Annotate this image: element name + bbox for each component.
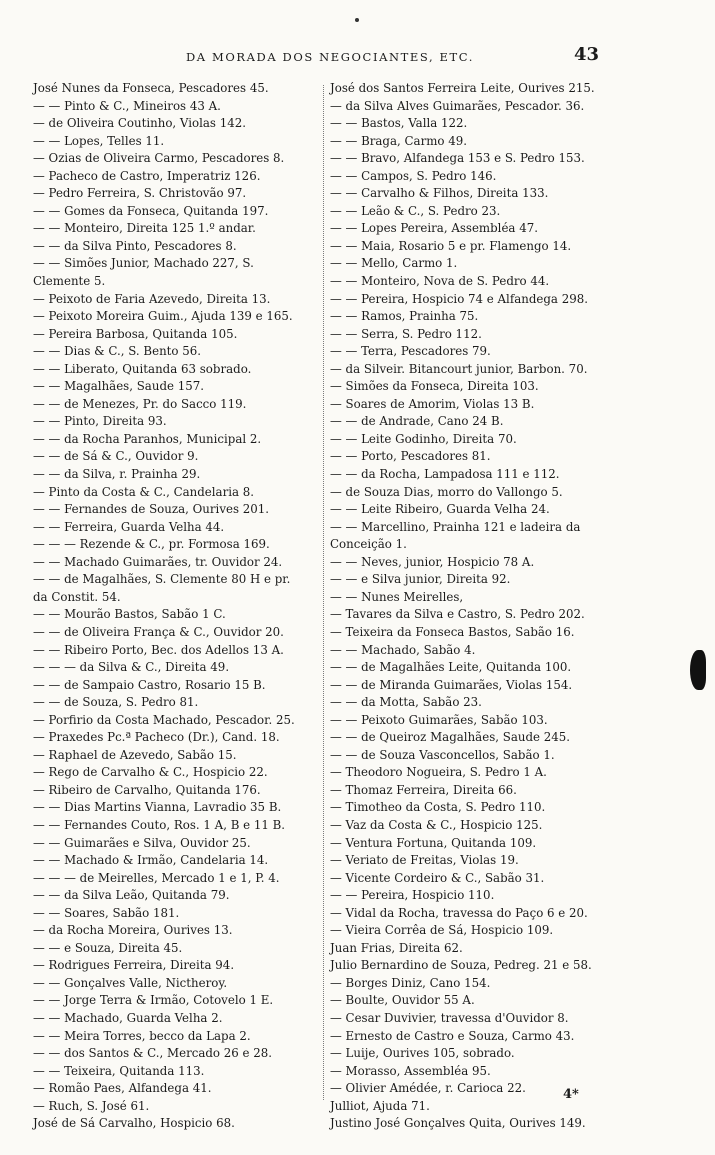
directory-entry: — Vidal da Rocha, travessa do Paço 6 e 20. xyxy=(330,905,588,920)
directory-entry: — — Fernandes Couto, Ros. 1 A, B e 11 B. xyxy=(33,817,286,832)
directory-entry: — — Dias Martins Vianna, Lavradio 35 B. xyxy=(33,800,282,815)
directory-entry: — — Gomes da Fonseca, Quitanda 197. xyxy=(33,203,269,218)
directory-entry: — Borges Diniz, Cano 154. xyxy=(330,975,491,990)
directory-entry: — — Machado, Sabão 4. xyxy=(330,642,476,657)
directory-entry: José dos Santos Ferreira Leite, Ourives 215. xyxy=(330,81,595,95)
directory-entry: — Ventura Fortuna, Quitanda 109. xyxy=(330,835,537,850)
directory-entry: — — Leite Ribeiro, Guarda Velha 24. xyxy=(330,502,550,517)
directory-entry: — Peixoto Moreira Guim., Ajuda 139 e 165. xyxy=(33,309,293,324)
directory-entry: — — — da Silva & C., Direita 49. xyxy=(33,660,230,675)
directory-entry: — Thomaz Ferreira, Direita 66. xyxy=(330,782,517,797)
directory-entry: — — de Andrade, Cano 24 B. xyxy=(330,414,504,429)
directory-entry: — Ruch, S. José 61. xyxy=(33,1098,150,1113)
directory-entry: — — Pinto & C., Mineiros 43 A. xyxy=(33,98,221,113)
directory-entry: — — Mourão Bastos, Sabão 1 C. xyxy=(33,607,226,622)
directory-entry: — Timotheo da Costa, S. Pedro 110. xyxy=(330,800,546,815)
directory-entry: — — Nunes Meirelles, xyxy=(330,589,464,604)
directory-entry: — — Bravo, Alfandega 153 e S. Pedro 153. xyxy=(330,151,585,166)
directory-entry: — — da Silva Pinto, Pescadores 8. xyxy=(33,238,237,253)
directory-entry: — — de Menezes, Pr. do Sacco 119. xyxy=(33,396,247,411)
directory-entry: — Olivier Amédée, r. Carioca 22. xyxy=(330,1081,526,1096)
directory-entry: — — e Silva junior, Direita 92. xyxy=(330,572,511,587)
directory-entry: — — Simões Junior, Machado 227, S. xyxy=(33,256,254,271)
directory-entry: José de Sá Carvalho, Hospicio 68. xyxy=(33,1116,235,1131)
directory-entry: — — Pereira, Hospicio 74 e Alfandega 298. xyxy=(330,291,588,306)
directory-entry: — Ernesto de Castro e Souza, Carmo 43. xyxy=(330,1028,575,1043)
column-divider xyxy=(323,85,324,1100)
directory-entry: — — de Sá & C., Ouvidor 9. xyxy=(33,449,199,464)
directory-entry: José Nunes da Fonseca, Pescadores 45. xyxy=(33,81,269,95)
directory-entry: — — e Souza, Direita 45. xyxy=(33,940,183,955)
directory-entry: — Pedro Ferreira, S. Christovão 97. xyxy=(33,186,247,201)
directory-entry: — da Silveir. Bitancourt junior, Barbon. 70. xyxy=(330,361,588,376)
directory-entry: — — Braga, Carmo 49. xyxy=(330,133,468,148)
signature-mark: 4* xyxy=(563,1087,579,1102)
directory-entry: — Vicente Cordeiro & C., Sabão 31. xyxy=(330,870,545,885)
directory-entry: — Luije, Ourives 105, sobrado. xyxy=(330,1046,515,1061)
directory-entry: — — Teixeira, Quitanda 113. xyxy=(33,1063,205,1078)
directory-entry: — — de Magalhães, S. Clemente 80 H e pr. xyxy=(33,572,291,587)
directory-entry: — — Ramos, Prainha 75. xyxy=(330,309,479,324)
directory-entry: — Vieira Corrêa de Sá, Hospicio 109. xyxy=(330,923,554,938)
directory-entry: — — Soares, Sabão 181. xyxy=(33,905,180,920)
directory-entry: — — Jorge Terra & Irmão, Cotovelo 1 E. xyxy=(33,993,274,1008)
directory-entry: — — Meira Torres, becco da Lapa 2. xyxy=(33,1028,251,1043)
directory-entry: — Boulte, Ouvidor 55 A. xyxy=(330,993,475,1008)
directory-entry: — — Guimarães e Silva, Ouvidor 25. xyxy=(33,835,251,850)
directory-entry: — Vaz da Costa & C., Hospicio 125. xyxy=(330,817,543,832)
directory-entry: — — Ferreira, Guarda Velha 44. xyxy=(33,519,225,534)
page-number: 43 xyxy=(574,44,600,65)
directory-entry: — Theodoro Nogueira, S. Pedro 1 A. xyxy=(330,765,547,780)
directory-entry: — — Fernandes de Souza, Ourives 201. xyxy=(33,502,270,517)
directory-entry: — Pinto da Costa & C., Candelaria 8. xyxy=(33,484,255,499)
directory-entry: — Pacheco de Castro, Imperatriz 126. xyxy=(33,168,261,183)
directory-entry: — — — Rezende & C., pr. Formosa 169. xyxy=(33,537,270,552)
directory-entry: — — da Silva Leão, Quitanda 79. xyxy=(33,888,230,903)
directory-entry: — Simões da Fonseca, Direita 103. xyxy=(330,379,539,394)
directory-entry: — — Bastos, Valla 122. xyxy=(330,116,468,131)
directory-entry: — — da Motta, Sabão 23. xyxy=(330,695,482,710)
directory-entry: — — Carvalho & Filhos, Direita 133. xyxy=(330,186,549,201)
directory-entry: — Peixoto de Faria Azevedo, Direita 13. xyxy=(33,291,271,306)
directory-entry: Julliot, Ajuda 71. xyxy=(330,1098,430,1113)
directory-entry: Clemente 5. xyxy=(33,274,106,289)
directory-entry: — — Monteiro, Direita 125 1.º andar. xyxy=(33,221,256,236)
directory-entry: — Ozias de Oliveira Carmo, Pescadores 8. xyxy=(33,151,285,166)
directory-entry: — — de Queiroz Magalhães, Saude 245. xyxy=(330,730,571,745)
directory-entry: — — Gonçalves Valle, Nictheroy. xyxy=(33,975,228,990)
directory-entry: — — Mello, Carmo 1. xyxy=(330,256,458,271)
directory-entry: — — da Rocha Paranhos, Municipal 2. xyxy=(33,431,262,446)
directory-entry: — — Terra, Pescadores 79. xyxy=(330,344,491,359)
directory-entry: — — Campos, S. Pedro 146. xyxy=(330,168,497,183)
directory-entry: — Tavares da Silva e Castro, S. Pedro 202. xyxy=(330,607,585,622)
directory-entry: — — de Sampaio Castro, Rosario 15 B. xyxy=(33,677,266,692)
directory-entry: — — Pinto, Direita 93. xyxy=(33,414,167,429)
directory-entry: — — Machado Guimarães, tr. Ouvidor 24. xyxy=(33,554,283,569)
directory-entry: — Praxedes Pc.ª Pacheco (Dr.), Cand. 18. xyxy=(33,730,280,745)
directory-entry: — — Pereira, Hospicio 110. xyxy=(330,888,495,903)
directory-entry: — Pereira Barbosa, Quitanda 105. xyxy=(33,326,238,341)
ink-speck xyxy=(355,18,359,22)
left-column xyxy=(33,80,321,1133)
directory-entry: — — Machado & Irmão, Candelaria 14. xyxy=(33,853,269,868)
directory-entry: — — Peixoto Guimarães, Sabão 103. xyxy=(330,712,548,727)
directory-entry: — da Rocha Moreira, Ourives 13. xyxy=(33,923,233,938)
directory-entry: — Morasso, Assembléa 95. xyxy=(330,1063,491,1078)
directory-entry: — — Liberato, Quitanda 63 sobrado. xyxy=(33,361,252,376)
directory-entry: — — Ribeiro Porto, Bec. dos Adellos 13 A. xyxy=(33,642,284,657)
directory-entry: Justino José Gonçalves Quita, Ourives 149. xyxy=(330,1116,586,1131)
directory-entry: — — de Magalhães Leite, Quitanda 100. xyxy=(330,660,572,675)
directory-entry: — — — de Meirelles, Mercado 1 e 1, P. 4. xyxy=(33,870,280,885)
directory-entry: — Porfirio da Costa Machado, Pescador. 25. xyxy=(33,712,295,727)
directory-entry: — — dos Santos & C., Mercado 26 e 28. xyxy=(33,1046,273,1061)
directory-entry: — Veriato de Freitas, Violas 19. xyxy=(330,853,519,868)
directory-entry: — — Dias & C., S. Bento 56. xyxy=(33,344,202,359)
directory-entry: — — Serra, S. Pedro 112. xyxy=(330,326,482,341)
running-header: DA MORADA DOS NEGOCIANTES, ETC. xyxy=(185,50,475,64)
directory-entry: — — Porto, Pescadores 81. xyxy=(330,449,491,464)
directory-entry: — — Lopes, Telles 11. xyxy=(33,133,165,148)
directory-entry: — Ribeiro de Carvalho, Quitanda 176. xyxy=(33,782,261,797)
directory-entry: — — Leite Godinho, Direita 70. xyxy=(330,431,517,446)
directory-entry: — da Silva Alves Guimarães, Pescador. 36. xyxy=(330,98,585,113)
directory-entry: — Romão Paes, Alfandega 41. xyxy=(33,1081,212,1096)
binding-hole-mark xyxy=(690,650,706,690)
directory-entry: — Rego de Carvalho & C., Hospicio 22. xyxy=(33,765,268,780)
directory-entry: — — Machado, Guarda Velha 2. xyxy=(33,1010,223,1025)
directory-entry: — — Magalhães, Saude 157. xyxy=(33,379,204,394)
directory-entry: — Teixeira da Fonseca Bastos, Sabão 16. xyxy=(330,624,575,639)
directory-entry: — — Lopes Pereira, Assembléa 47. xyxy=(330,221,538,236)
directory-entry: — — de Oliveira França & C., Ouvidor 20. xyxy=(33,624,284,639)
directory-entry: — — da Rocha, Lampadosa 111 e 112. xyxy=(330,467,560,482)
directory-entry: — — Monteiro, Nova de S. Pedro 44. xyxy=(330,274,550,289)
directory-entry: — Raphael de Azevedo, Sabão 15. xyxy=(33,747,237,762)
directory-entry: — — Marcellino, Prainha 121 e ladeira da xyxy=(330,519,581,534)
directory-entry: Juan Frias, Direita 62. xyxy=(330,940,463,955)
directory-entry: — — Neves, junior, Hospicio 78 A. xyxy=(330,554,535,569)
directory-entry: — de Souza Dias, morro do Vallongo 5. xyxy=(330,484,563,499)
directory-entry: Conceição 1. xyxy=(330,537,407,552)
directory-entry: — — Leão & C., S. Pedro 23. xyxy=(330,203,501,218)
directory-entry: — — Maia, Rosario 5 e pr. Flamengo 14. xyxy=(330,238,572,253)
directory-entry: — Cesar Duvivier, travessa d'Ouvidor 8. xyxy=(330,1010,569,1025)
directory-entry: — Soares de Amorim, Violas 13 B. xyxy=(330,396,535,411)
directory-entry: — — de Miranda Guimarães, Violas 154. xyxy=(330,677,573,692)
directory-entry: — de Oliveira Coutinho, Violas 142. xyxy=(33,116,246,131)
directory-entry: — — da Silva, r. Prainha 29. xyxy=(33,467,201,482)
right-column xyxy=(330,80,635,1133)
directory-entry: — Rodrigues Ferreira, Direita 94. xyxy=(33,958,235,973)
directory-entry: Julio Bernardino de Souza, Pedreg. 21 e 58. xyxy=(330,958,592,973)
directory-entry: — — de Souza, S. Pedro 81. xyxy=(33,695,199,710)
directory-entry: — — de Souza Vasconcellos, Sabão 1. xyxy=(330,747,555,762)
directory-entry: da Constit. 54. xyxy=(33,589,121,604)
